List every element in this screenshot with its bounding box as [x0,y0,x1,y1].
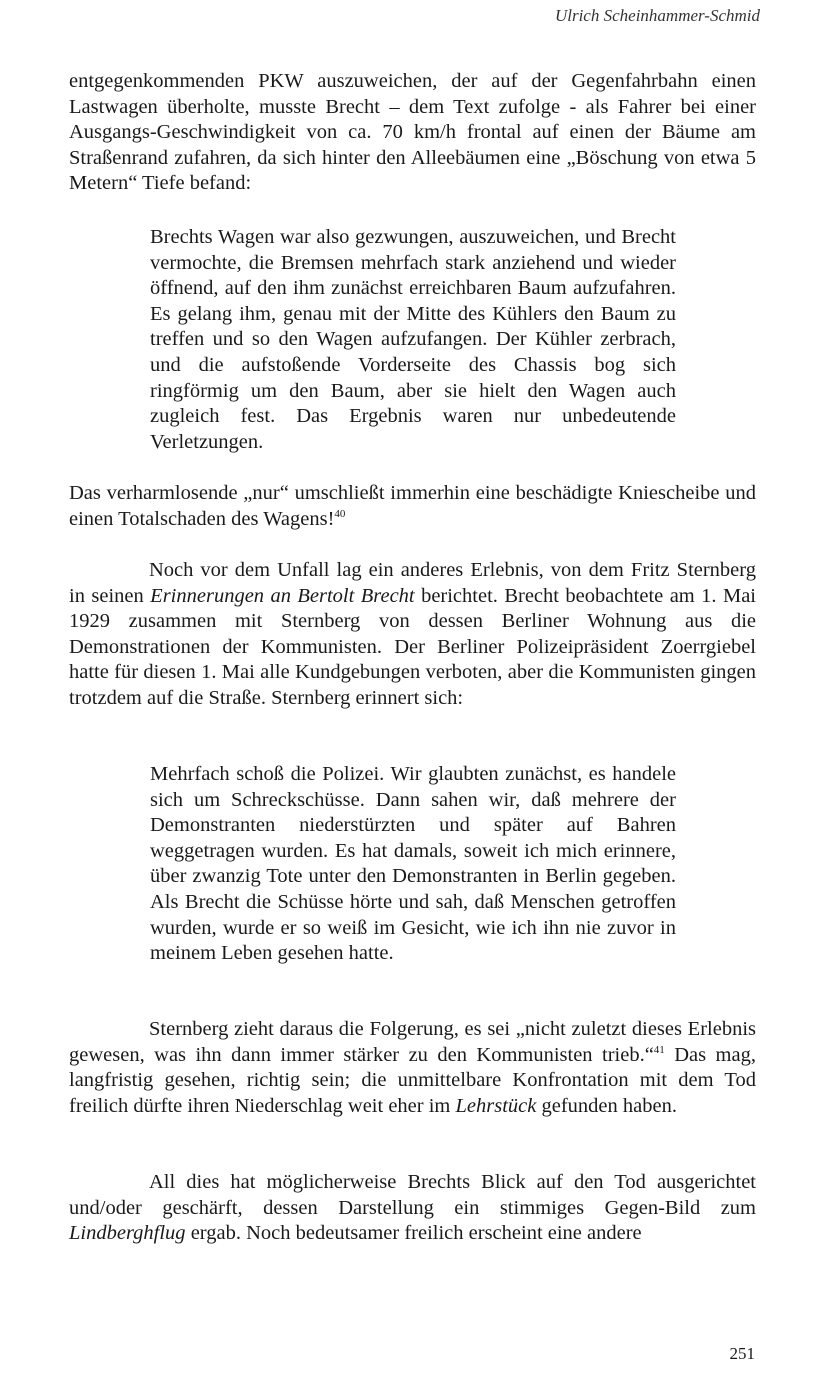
paragraph-text: All dies hat möglicherweise Brechts Blick auf den Tod ausgerichtet und/oder geschärft, dessen Darstellung ein stimmiges Gegen-Bild zum [69,1171,756,1219]
book-title: Erinnerungen an Bertolt Brecht [150,584,415,607]
footnote-ref-40: 40 [334,507,346,520]
paragraph-harmless-comment [69,481,756,532]
block-quote-sternberg: Mehrfach schoß die Polizei. Wir glaubten zunächst, es handele sich um Schreckschüsse. Dann sahen wir, daß mehrere der Demonstranten niederstürzten und später auf Bahren weggetragen wurden. Es hat damals, soweit ich mich erinnere, über zwanzig Tote unter den Demonstranten in Berlin gegeben. Als Brecht die Schüsse hörte und sah, daß Menschen getroffen wurden, wurde er so weiß im Gesicht, wie ich ihn nie zuvor in meinem Leben gesehen hatte. [150,763,676,965]
paragraph-text: Das verharmlosende „nur“ umschließt immerhin eine beschädigte Kniescheibe und einen Totalschaden des Wagens! [69,482,756,530]
paragraph-text: berichtet. Brecht beobachtete am 1. Mai 1929 zusammen mit Sternberg von dessen Berliner Wohnung aus die Demonstrationen der Kommunisten. Der Berliner Polizeipräsident Zoerrgiebel hatte für diesen 1. Mai alle Kundgebungen verboten, aber die Kommunisten gingen trotzdem auf die Straße. Sternberg erinnert sich: [69,584,756,709]
paragraph-text: Noch vor dem Unfall lag ein anderes Erlebnis, von dem Fritz Sternberg in seinen [69,559,756,607]
block-quote-accident: Brechts Wagen war also gezwungen, auszuweichen, und Brecht vermochte, die Bremsen mehrfach stark anziehend und wieder öffnend, auf den ihm zunächst erreichbaren Baum aufzufahren. Es gelang ihm, genau mit der Mitte des Kühlers den Baum zu treffen und so den Wagen aufzufangen. Der Kühler zerbrach, und die aufstoßende Vorderseite des Chassis bog sich ringförmig um den Baum, aber sie hielt den Wagen auch zugleich fest. Das Ergebnis waren nur unbedeutende Verletzungen. [150,226,676,453]
paragraph-accident-context: entgegenkommenden PKW auszuweichen, der auf der Gegenfahrbahn einen Lastwagen überholte, musste Brecht – dem Text zufolge - als Fahrer bei einer Ausgangs-Geschwindigkeit von ca. 70 km/h frontal auf einen der Bäume am Straßenrand zufahren, da sich hinter den Alleebäumen eine „Böschung von etwa 5 Metern“ Tiefe befand: [69,70,756,195]
footnote-ref-41: 41 [653,1043,665,1056]
paragraph-text: gefunden haben. [536,1094,677,1117]
work-title: Lindberghflug [69,1222,186,1245]
paragraph-text: Sternberg zieht daraus die Folgerung, es sei „nicht zuletzt dieses Erlebnis gewesen, was ihn dann immer stärker zu den Kommunisten trieb.“ [69,1018,756,1066]
page-number: 251 [729,1344,755,1363]
work-title: Lehrstück [455,1094,537,1117]
paragraph-sternberg-memory [69,558,756,712]
paragraph-text: Das mag, langfristig gesehen, richtig sein; die unmittelbare Konfrontation mit dem Tod freilich dürfte ihren Niederschlag weit eher im [69,1043,756,1117]
paragraph-text: ergab. Noch bedeutsamer freilich erscheint eine andere [185,1222,642,1245]
paragraph-death-view [69,1170,756,1247]
paragraph-conclusion [69,1017,756,1119]
running-header-author: Ulrich Scheinhammer-Schmid [554,6,760,25]
